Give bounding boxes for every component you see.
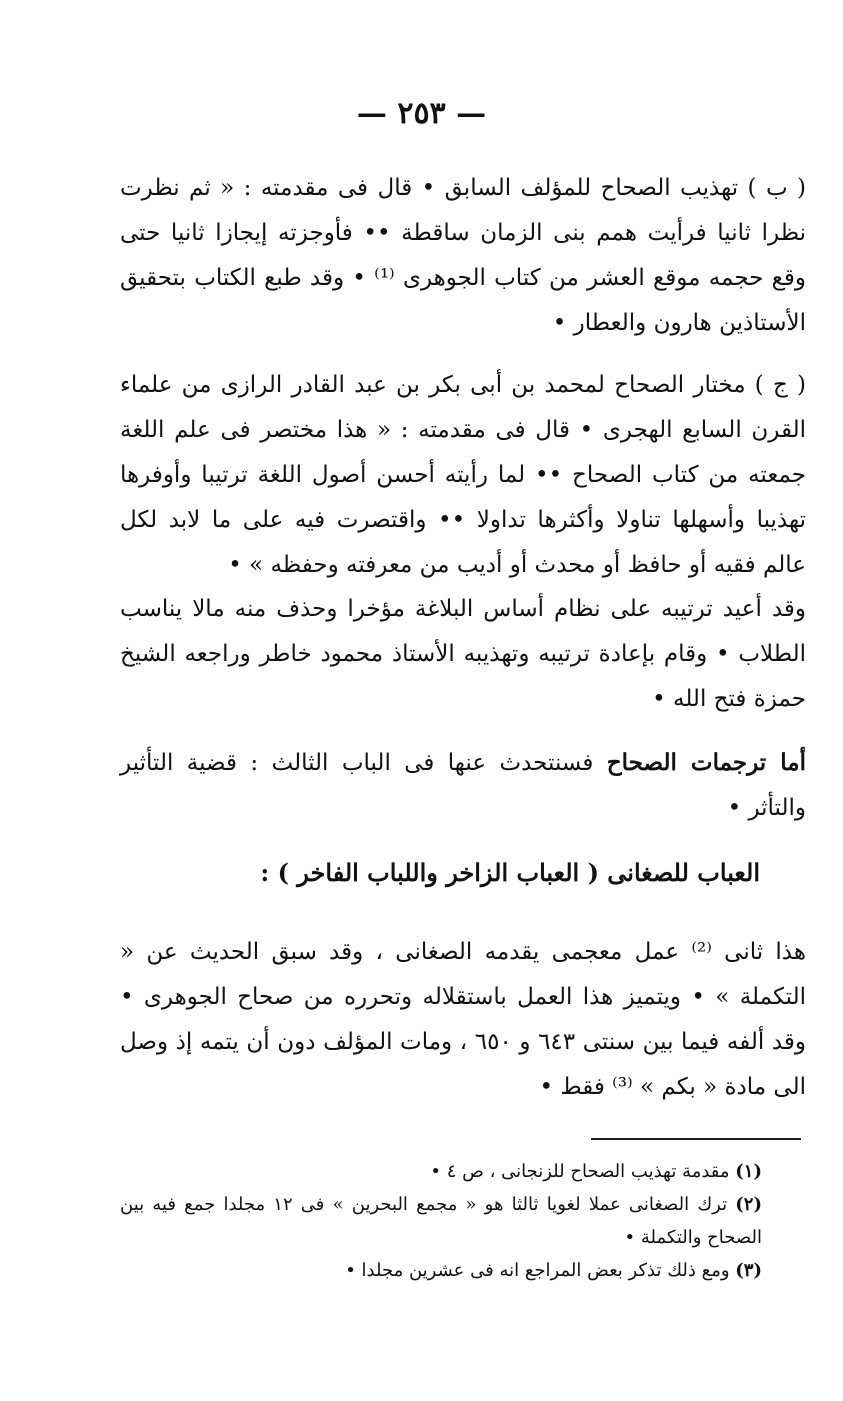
footnote-divider xyxy=(591,1138,801,1140)
footnote-3 xyxy=(120,1254,806,1287)
paragraph-reordering: وقد أعيد ترتيبه على نظام أساس البلاغة مؤخرا وحذف منه مالا يناسب الطلاب • وقام بإعادة ترتيبه وتهذيبه الأستاذ محمود خاطر وراجعه الشيخ حمزة فتح الله • xyxy=(120,596,806,712)
footnote-1 xyxy=(120,1155,806,1188)
translations-lead: أما ترجمات الصحاح xyxy=(606,749,806,776)
footnote-1-text: مقدمة تهذيب الصحاح للزنجانى ، ص ٤ • xyxy=(430,1161,736,1182)
footnote-2-label: (٢) xyxy=(735,1194,762,1215)
paragraph-al-ubab: هذا ثانى ⁽²⁾ عمل معجمى يقدمه الصغانى ، وقد سبق الحديث عن « التكملة » • ويتميز هذا العمل باستقلاله وتحرره من صحاح الجوهرى • وقد ألفه فيما بين سنتى ٦٤٣ و ٦٥٠ ، ومات المؤلف دون أن يتمه إذ وصل الى مادة « بكم » ⁽³⁾ فقط • xyxy=(120,939,806,1100)
page-number: — ٢٥٣ — xyxy=(356,96,487,131)
paragraph-mukhtar-al-sihah: ( ج ) مختار الصحاح لمحمد بن أبى بكر بن عبد القادر الرازى من علماء القرن السابع الهجرى • قال فى مقدمته : « هذا مختصر فى علم اللغة جمعته من كتاب الصحاح •• لما رأيته أحسن أصول اللغة ترتيبا وأوفرها تهذيبا وأسهلها تناولا وأكثرها تداولا •• واقتصرت فيه على ما لابد لكل عالم فقيه أو حافظ أو محدث أو أديب من معرفته وحفظه » • xyxy=(120,372,806,578)
section-heading-al-ubab: العباب للصغانى ( العباب الزاخر واللباب الفاخر ) : xyxy=(260,858,760,887)
paragraph-tahdhib-al-sihah: ( ب ) تهذيب الصحاح للمؤلف السابق • قال فى مقدمته : « ثم نظرت نظرا ثانيا فرأيت همم بنى الزمان ساقطة •• فأوجزته إيجازا ثانيا حتى وقع حجمه موقع العشر من كتاب الجوهرى ⁽¹⁾ • وقد طبع الكتاب بتحقيق الأستاذين هارون والعطار • xyxy=(120,175,807,336)
paragraph-translations xyxy=(120,740,806,831)
translations-rest: فسنتحدث عنها فى الباب الثالث : قضية التأثير والتأثر • xyxy=(120,750,806,821)
footnote-2 xyxy=(120,1188,806,1254)
footnotes xyxy=(120,1155,806,1287)
footnote-1-label: (١) xyxy=(735,1161,762,1182)
footnote-3-label: (٣) xyxy=(735,1260,762,1281)
footnote-2-text: ترك الصغانى عملا لغويا ثالثا هو « مجمع البحرين » فى ١٢ مجلدا جمع فيه بين الصحاح والتكملة • xyxy=(120,1194,762,1248)
footnote-3-text: ومع ذلك تذكر بعض المراجع انه فى عشرين مجلدا • xyxy=(345,1260,736,1281)
